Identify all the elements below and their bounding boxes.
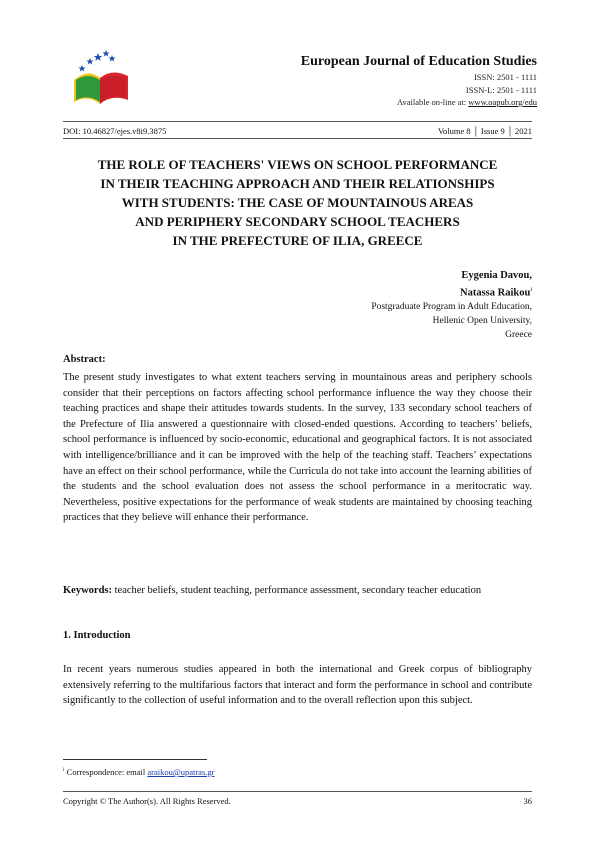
affiliation-line: Hellenic Open University, [432, 316, 532, 326]
affiliation-line: Greece [505, 330, 532, 340]
section-heading: 1. Introduction [63, 630, 131, 641]
keywords [63, 583, 532, 599]
abstract-body: The present study investigates to what extent teachers serving in mountainous areas and periphery schools consider that their perceptions on factors affecting school performance influence the way they choose their teaching practices and shape their attitudes towards students. In the survey, 133 secondary school teachers of the Prefecture of Ilia answered a questionnaire with closed-ended questions. According to teachers’ beliefs, school performance is influenced by socio-economic, educational and geographical factors. It is not associated with intelligence/brilliance and it can be improved with the help of the teaching staff. Teachers’ expectations have an effect on their school performance, while the Curricula do not take into account the learning abilities of the students and the school evaluation does not assess the school performance in a meritocratic way. Nevertheless, positive expectations for the performance of weak students are maintained by choosing teaching practices that they believe will enhance their performance. [63, 372, 532, 524]
journal-logo [68, 50, 132, 106]
abstract-heading: Abstract: [63, 354, 106, 365]
keywords-text: teacher beliefs, student teaching, performance assessment, secondary teacher education [112, 585, 482, 596]
copyright: Copyright © The Author(s). All Rights Reserved. [63, 796, 231, 806]
author-name-text: Natassa Raikou [460, 287, 531, 299]
footnote-marker[interactable]: i [530, 287, 532, 293]
footnote [63, 767, 214, 777]
header-divider-bottom [63, 138, 532, 139]
volume-issue: Volume 8 │ Issue 9 │ 2021 [437, 126, 532, 136]
title-line: WITH STUDENTS: THE CASE OF MOUNTAINOUS AREAS [121, 195, 474, 210]
title-line: IN THE PREFECTURE OF ILIA, GREECE [172, 233, 423, 248]
footnote-mark: i [63, 767, 65, 774]
issn-l: ISSN-L: 2501 - 1111 [465, 85, 537, 95]
affiliation-line: Postgraduate Program in Adult Education, [371, 302, 532, 312]
doi: DOI: 10.46827/ejes.v8i9.3875 [63, 126, 167, 136]
online-prefix: Available on-line at: [396, 97, 469, 107]
paper-title [63, 155, 532, 250]
footer-divider [63, 791, 532, 792]
star-icon [108, 55, 115, 62]
title-line: AND PERIPHERY SECONDARY SCHOOL TEACHERS [135, 214, 460, 229]
star-icon [102, 50, 109, 57]
star-icon [78, 65, 85, 72]
author-name [460, 287, 532, 299]
title-line: IN THEIR TEACHING APPROACH AND THEIR RELATIONSHIPS [100, 176, 495, 191]
journal-title: European Journal of Education Studies [300, 54, 537, 69]
page-number: 36 [523, 796, 532, 806]
star-icon [86, 58, 93, 65]
star-icon [94, 53, 103, 61]
journal-website-link[interactable]: www.oapub.org/edu [468, 97, 537, 107]
footnote-label: Correspondence: email [64, 767, 148, 777]
issn: ISSN: 2501 - 1111 [473, 72, 537, 82]
title-line: THE ROLE OF TEACHERS' VIEWS ON SCHOOL PERFORMANCE [97, 157, 498, 172]
online-availability [397, 97, 537, 107]
header-divider [63, 121, 532, 122]
author-name: Eygenia Davou, [461, 270, 532, 281]
correspondence-email-link[interactable]: araikou@upatras.gr [147, 767, 215, 777]
introduction-body: In recent years numerous studies appeared in both the international and Greek corpus of bibliography extensively referring to the multifarious factors that interact and form the performance in school and contribute significantly to the collection of useful information and to the overall reflection upon this subject. [63, 664, 532, 707]
keywords-label: Keywords: [63, 585, 112, 596]
footnote-divider [63, 759, 207, 760]
